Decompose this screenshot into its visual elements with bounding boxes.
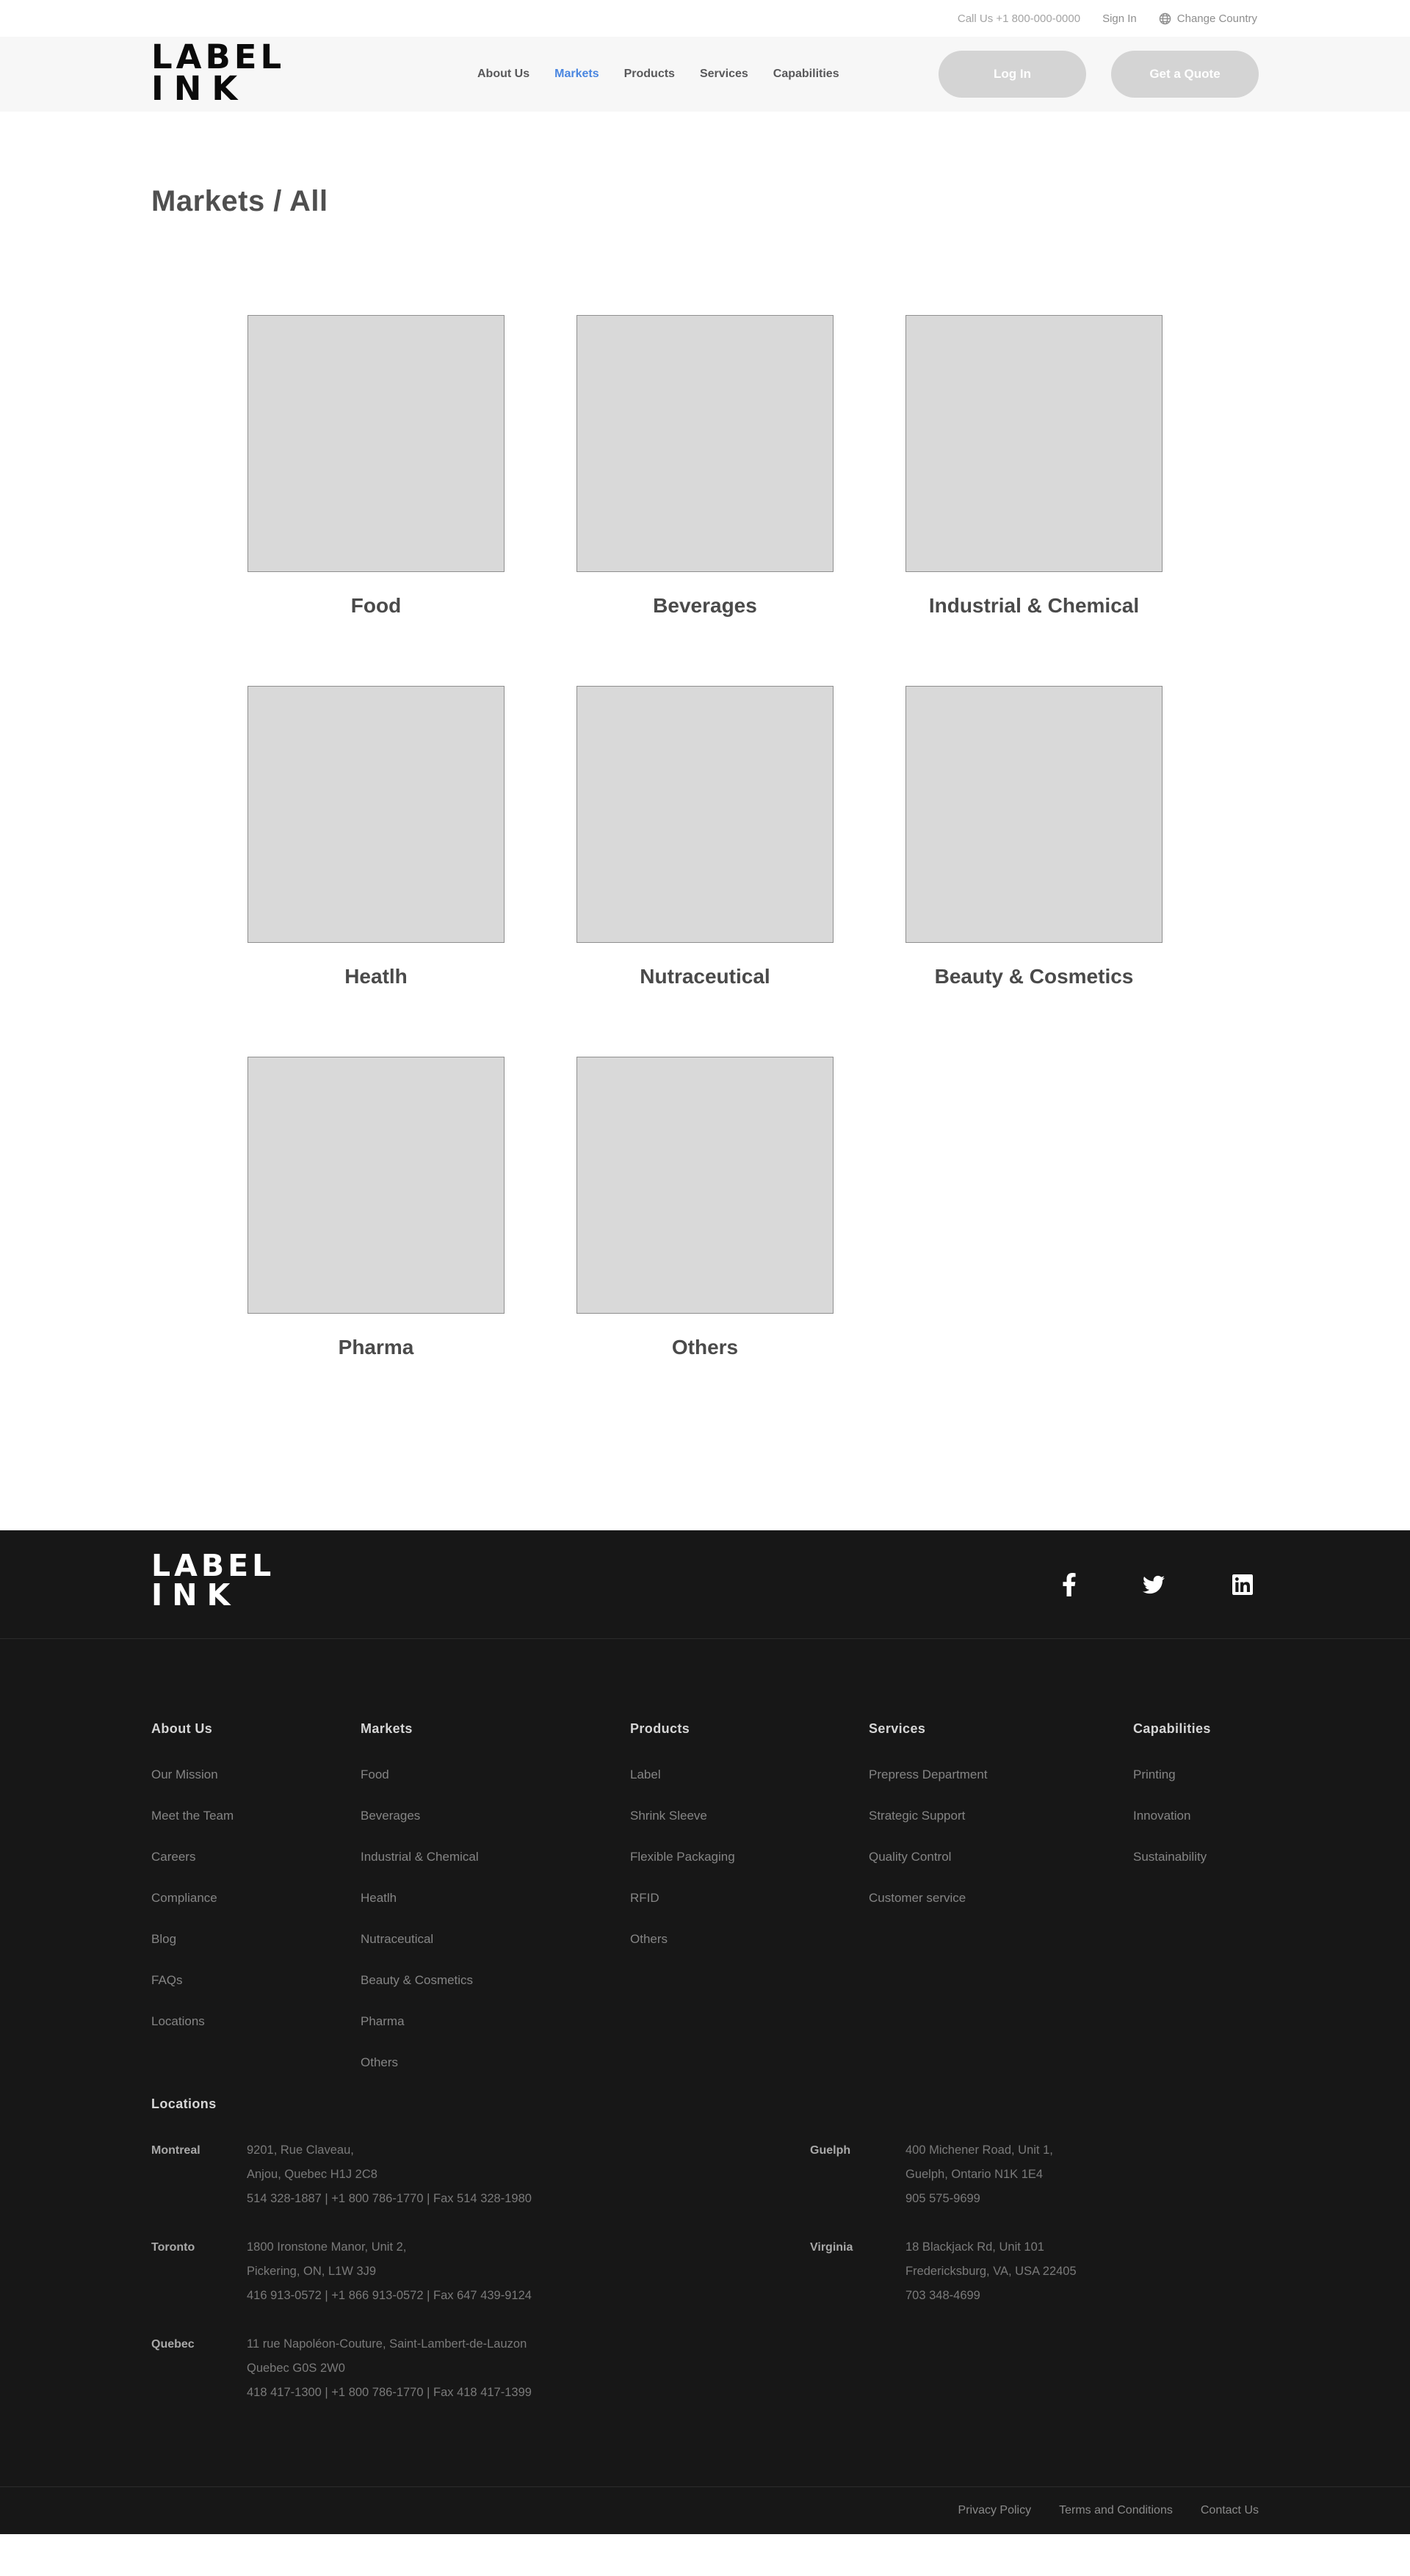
nav-markets[interactable]: Markets bbox=[554, 68, 599, 80]
market-image-placeholder bbox=[247, 686, 505, 943]
footer-link-others-products[interactable]: Others bbox=[630, 1932, 668, 1946]
location-address-line: 9201, Rue Claveau, bbox=[247, 2143, 354, 2157]
footer-link-quality-control[interactable]: Quality Control bbox=[869, 1850, 952, 1864]
main-content bbox=[0, 112, 1410, 1530]
footer-link-our-mission[interactable]: Our Mission bbox=[151, 1768, 218, 1781]
location-toronto bbox=[151, 2235, 810, 2308]
contact-us-link[interactable]: Contact Us bbox=[1200, 2504, 1259, 2517]
footer-link-pharma[interactable]: Pharma bbox=[361, 2014, 405, 2028]
footer-locations-section bbox=[0, 2096, 1410, 2486]
footer-logo-band bbox=[0, 1530, 1410, 1639]
location-address-line: Guelph, Ontario N1K 1E4 bbox=[905, 2168, 1044, 2181]
location-address-line: Pickering, ON, L1W 3J9 bbox=[247, 2265, 377, 2278]
footer-bottom-bar bbox=[0, 2486, 1410, 2534]
footer-column-header: Markets bbox=[361, 1721, 413, 1736]
footer-link-locations[interactable]: Locations bbox=[151, 2014, 205, 2028]
market-card-label: Heatlh bbox=[344, 965, 408, 988]
nav-services[interactable]: Services bbox=[699, 68, 748, 80]
location-address-line: 11 rue Napoléon-Couture, Saint-Lambert-de-Lauzon bbox=[247, 2337, 527, 2351]
site-header bbox=[0, 37, 1410, 112]
market-image-placeholder bbox=[905, 315, 1163, 572]
footer-link-shrink-sleeve[interactable]: Shrink Sleeve bbox=[630, 1809, 707, 1823]
location-address-line: 18 Blackjack Rd, Unit 101 bbox=[905, 2240, 1044, 2254]
footer-link-columns bbox=[0, 1639, 1410, 2096]
market-card-label: Nutraceutical bbox=[640, 965, 770, 988]
sign-in-link[interactable]: Sign In bbox=[1102, 12, 1137, 25]
footer-column-capabilities bbox=[1133, 1721, 1211, 2096]
change-country-label: Change Country bbox=[1176, 12, 1257, 25]
market-card-label: Others bbox=[671, 1336, 739, 1358]
footer-column-header: Services bbox=[869, 1721, 926, 1736]
label-ink-logo[interactable] bbox=[151, 37, 286, 109]
market-card-beauty-cosmetics[interactable] bbox=[905, 686, 1163, 988]
footer-link-meet-the-team[interactable]: Meet the Team bbox=[151, 1809, 234, 1823]
market-card-food[interactable] bbox=[247, 315, 505, 618]
market-image-placeholder bbox=[247, 1057, 505, 1314]
footer-link-careers[interactable]: Careers bbox=[151, 1850, 196, 1864]
footer-link-prepress-department[interactable]: Prepress Department bbox=[869, 1768, 988, 1781]
footer-link-compliance[interactable]: Compliance bbox=[151, 1891, 217, 1905]
location-virginia bbox=[810, 2235, 1077, 2308]
location-city: Montreal bbox=[151, 2144, 200, 2157]
footer-logo-line-1: LABEL bbox=[151, 1548, 275, 1583]
footer-column-about bbox=[151, 1721, 361, 2096]
markets-grid bbox=[247, 315, 1163, 1359]
locations-header: Locations bbox=[151, 2096, 217, 2111]
footer-link-others-markets[interactable]: Others bbox=[361, 2055, 399, 2069]
nav-about-us[interactable]: About Us bbox=[477, 68, 530, 80]
location-quebec bbox=[151, 2332, 810, 2405]
linkedin-icon[interactable] bbox=[1231, 1573, 1254, 1596]
location-montreal bbox=[151, 2138, 810, 2211]
footer-link-health[interactable]: Heatlh bbox=[361, 1891, 397, 1905]
location-address-line: Anjou, Quebec H1J 2C8 bbox=[247, 2168, 377, 2181]
footer-link-customer-service[interactable]: Customer service bbox=[869, 1891, 966, 1905]
footer-link-strategic-support[interactable]: Strategic Support bbox=[869, 1809, 966, 1823]
location-city: Guelph bbox=[810, 2144, 851, 2157]
location-phone-line: 514 328-1887 | +1 800 786-1770 | Fax 514 328-1980 bbox=[247, 2192, 532, 2205]
location-city: Virginia bbox=[810, 2241, 853, 2254]
market-card-label: Pharma bbox=[338, 1336, 414, 1358]
locations-left-column bbox=[151, 2138, 810, 2429]
footer-link-blog[interactable]: Blog bbox=[151, 1932, 177, 1946]
market-card-industrial-chemical[interactable] bbox=[905, 315, 1163, 618]
market-image-placeholder bbox=[576, 1057, 834, 1314]
market-image-placeholder bbox=[905, 686, 1163, 943]
top-utility-bar bbox=[0, 0, 1410, 37]
footer-column-header: Capabilities bbox=[1133, 1721, 1211, 1736]
social-links bbox=[1062, 1530, 1254, 1639]
market-card-label: Beverages bbox=[653, 594, 757, 617]
market-card-pharma[interactable] bbox=[247, 1057, 505, 1359]
market-card-health[interactable] bbox=[247, 686, 505, 988]
market-image-placeholder bbox=[576, 315, 834, 572]
market-card-label: Food bbox=[350, 594, 402, 617]
location-phone-line: 703 348-4699 bbox=[905, 2289, 980, 2302]
terms-and-conditions-link[interactable]: Terms and Conditions bbox=[1059, 2504, 1173, 2517]
footer-column-services bbox=[869, 1721, 1133, 2096]
footer-link-nutraceutical[interactable]: Nutraceutical bbox=[361, 1932, 434, 1946]
footer-link-beverages[interactable]: Beverages bbox=[361, 1809, 421, 1823]
location-phone-line: 416 913-0572 | +1 866 913-0572 | Fax 647 439-9124 bbox=[247, 2289, 532, 2302]
market-image-placeholder bbox=[576, 686, 834, 943]
privacy-policy-link[interactable]: Privacy Policy bbox=[958, 2504, 1032, 2517]
main-nav bbox=[477, 37, 839, 112]
footer-link-food[interactable]: Food bbox=[361, 1768, 389, 1781]
market-card-beverages[interactable] bbox=[576, 315, 834, 618]
footer-link-sustainability[interactable]: Sustainability bbox=[1133, 1850, 1207, 1864]
footer-link-rfid[interactable]: RFID bbox=[630, 1891, 659, 1905]
footer-link-innovation[interactable]: Innovation bbox=[1133, 1809, 1191, 1823]
location-address-line: 1800 Ironstone Manor, Unit 2, bbox=[247, 2240, 407, 2254]
nav-capabilities[interactable]: Capabilities bbox=[773, 68, 839, 80]
log-in-button[interactable]: Log In bbox=[939, 51, 1086, 98]
site-footer bbox=[0, 1530, 1410, 2534]
logo-line-2: INK bbox=[151, 69, 248, 109]
location-phone-line: 905 575-9699 bbox=[905, 2192, 980, 2205]
market-card-label: Industrial & Chemical bbox=[928, 594, 1140, 617]
footer-link-faqs[interactable]: FAQs bbox=[151, 1973, 183, 1987]
location-city: Toronto bbox=[151, 2241, 195, 2254]
twitter-icon[interactable] bbox=[1141, 1574, 1166, 1596]
locations-right-column bbox=[810, 2138, 1077, 2429]
logo-line-1: LABEL bbox=[151, 37, 286, 76]
location-address-line: Quebec G0S 2W0 bbox=[247, 2362, 345, 2375]
facebook-icon[interactable] bbox=[1062, 1572, 1077, 1597]
market-card-others[interactable] bbox=[576, 1057, 834, 1359]
footer-column-header: About Us bbox=[151, 1721, 213, 1736]
globe-icon bbox=[1159, 12, 1171, 25]
footer-logo-line-2: INK bbox=[151, 1577, 240, 1613]
footer-label-ink-logo[interactable] bbox=[151, 1548, 275, 1613]
header-buttons bbox=[939, 37, 1259, 112]
footer-link-printing[interactable]: Printing bbox=[1133, 1768, 1176, 1781]
market-image-placeholder bbox=[247, 315, 505, 572]
location-address-line: 400 Michener Road, Unit 1, bbox=[905, 2143, 1053, 2157]
get-a-quote-button[interactable]: Get a Quote bbox=[1111, 51, 1259, 98]
location-city: Quebec bbox=[151, 2338, 195, 2351]
market-card-nutraceutical[interactable] bbox=[576, 686, 834, 988]
market-card-label: Beauty & Cosmetics bbox=[934, 965, 1134, 988]
footer-column-markets bbox=[361, 1721, 630, 2096]
footer-link-beauty-cosmetics[interactable]: Beauty & Cosmetics bbox=[361, 1973, 474, 1987]
footer-column-products bbox=[630, 1721, 869, 2096]
call-us-phone: Call Us +1 800-000-0000 bbox=[957, 12, 1081, 25]
change-country-link[interactable] bbox=[1159, 12, 1257, 25]
nav-products[interactable]: Products bbox=[623, 68, 675, 80]
location-guelph bbox=[810, 2138, 1077, 2211]
page-title: Markets / All bbox=[151, 185, 328, 217]
footer-column-header: Products bbox=[630, 1721, 690, 1736]
footer-link-flexible-packaging[interactable]: Flexible Packaging bbox=[630, 1850, 735, 1864]
footer-link-industrial-chemical[interactable]: Industrial & Chemical bbox=[361, 1850, 479, 1864]
location-phone-line: 418 417-1300 | +1 800 786-1770 | Fax 418 417-1399 bbox=[247, 2386, 532, 2399]
location-address-line: Fredericksburg, VA, USA 22405 bbox=[905, 2265, 1077, 2278]
footer-link-label[interactable]: Label bbox=[630, 1768, 661, 1781]
